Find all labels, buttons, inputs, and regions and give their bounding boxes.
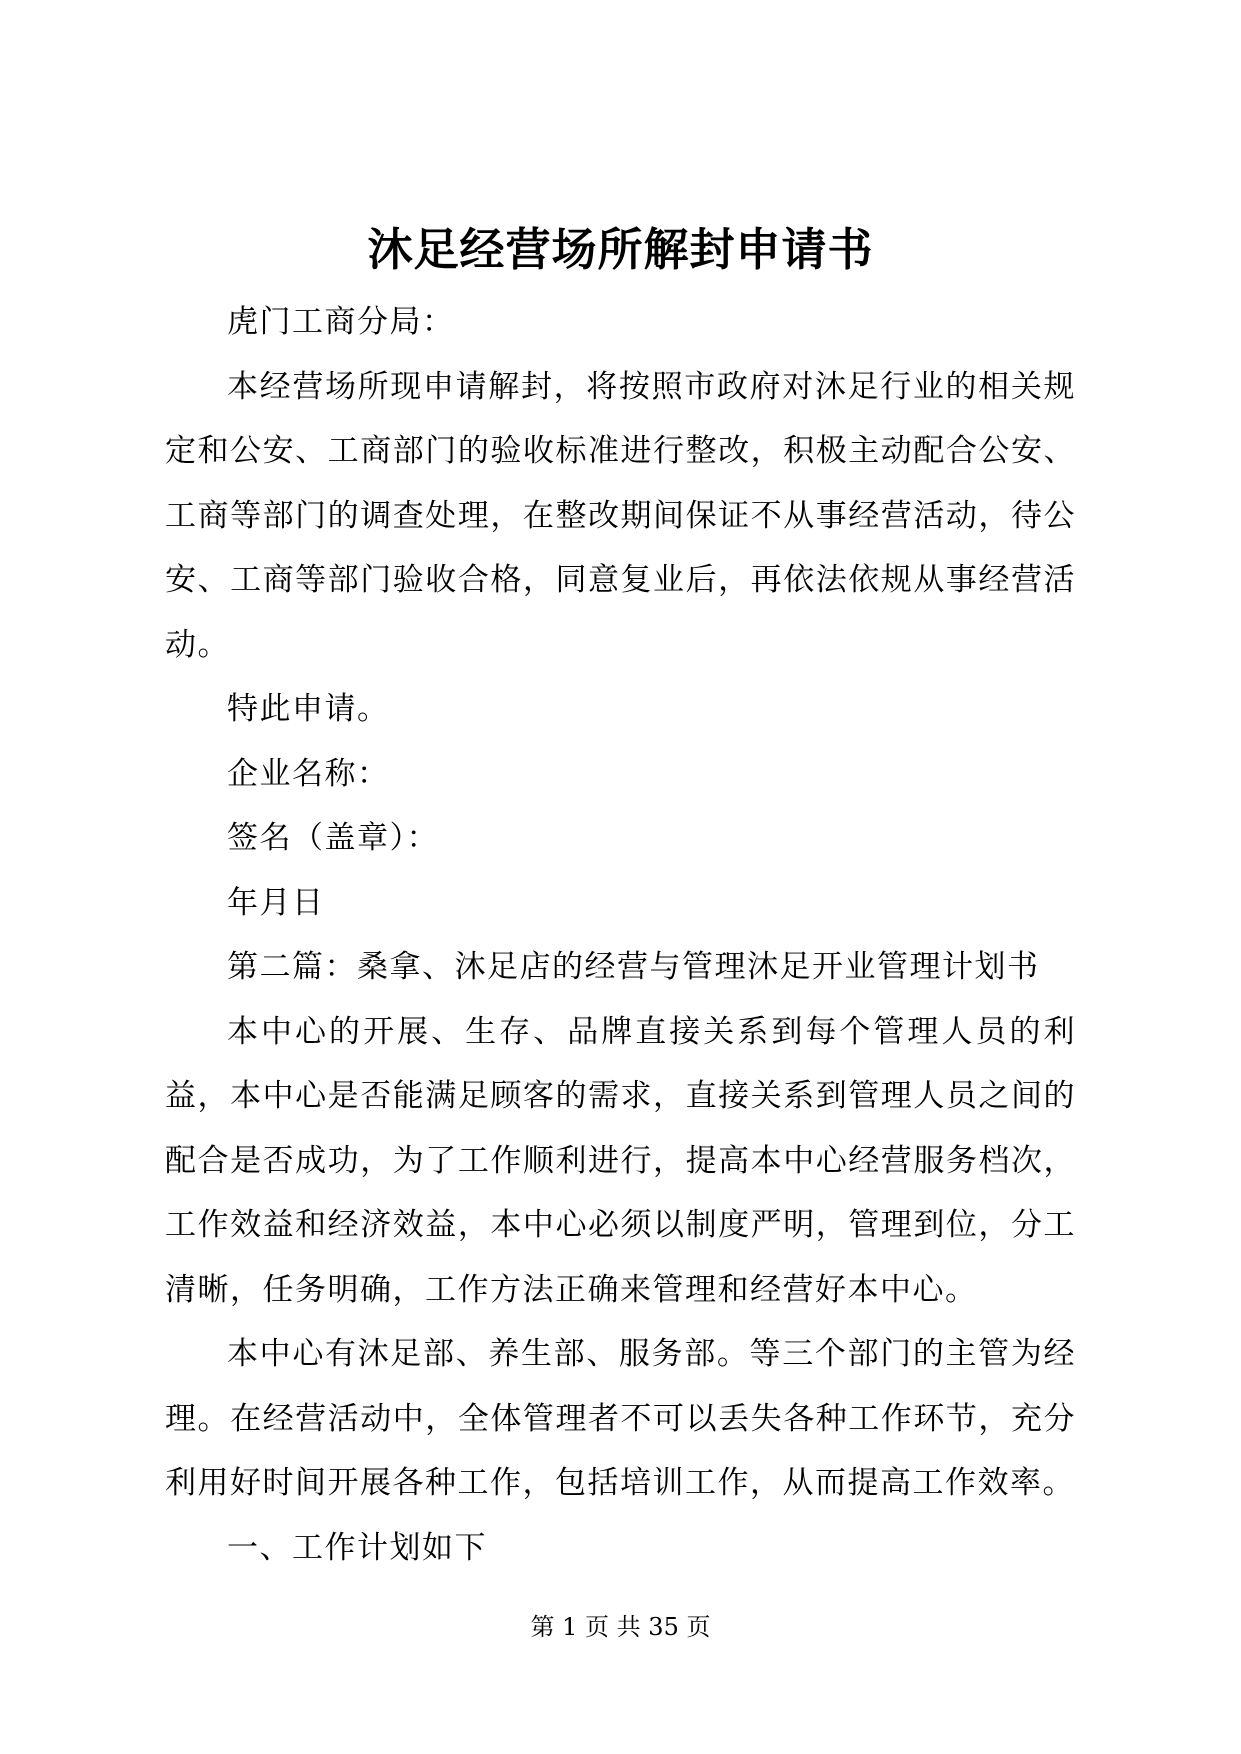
page-footer: 第 1 页 共 35 页: [530, 1613, 711, 1641]
paragraph-closing: 特此申请。: [227, 691, 390, 727]
paragraph-company-name: 企业名称：: [227, 755, 390, 792]
document-body: [165, 290, 1076, 1580]
paragraph-departments: 本中心有沐足部、养生部、服务部。等三个部门的主管为经理。在经营活动中，全体管理者不可以丢失各种工作环节，充分利用好时间开展各种工作，包括培训工作，从而提高工作效率。: [165, 1336, 1076, 1501]
paragraph-section-heading: 第二篇：桑拿、沐足店的经营与管理沐足开业管理计划书: [227, 949, 1040, 985]
paragraph-application: 本经营场所现申请解封，将按照市政府对沐足行业的相关规定和公安、工商部门的验收标准进行整改，积极主动配合公安、工商等部门的调查处理，在整改期间保证不从事经营活动，待公安、工商等部门验收合格，同意复业后，再依法依规从事经营活动。: [165, 368, 1076, 663]
paragraph-date: 年月日: [227, 884, 325, 921]
paragraph-signature: 签名（盖章）：: [227, 820, 439, 856]
paragraph-work-plan-heading: 一、工作计划如下: [227, 1529, 487, 1566]
document-title: 沐足经营场所解封申请书: [367, 223, 874, 276]
paragraph-addressee: 虎门工商分局：: [227, 304, 455, 340]
paragraph-management-intro: 本中心的开展、生存、品牌直接关系到每个管理人员的利益，本中心是否能满足顾客的需求，直接关系到管理人员之间的配合是否成功，为了工作顺利进行，提高本中心经营服务档次，工作效益和经济效益，本中心必须以制度严明，管理到位，分工清晰，任务明确，工作方法正确来管理和经营好本中心。: [165, 1013, 1076, 1308]
